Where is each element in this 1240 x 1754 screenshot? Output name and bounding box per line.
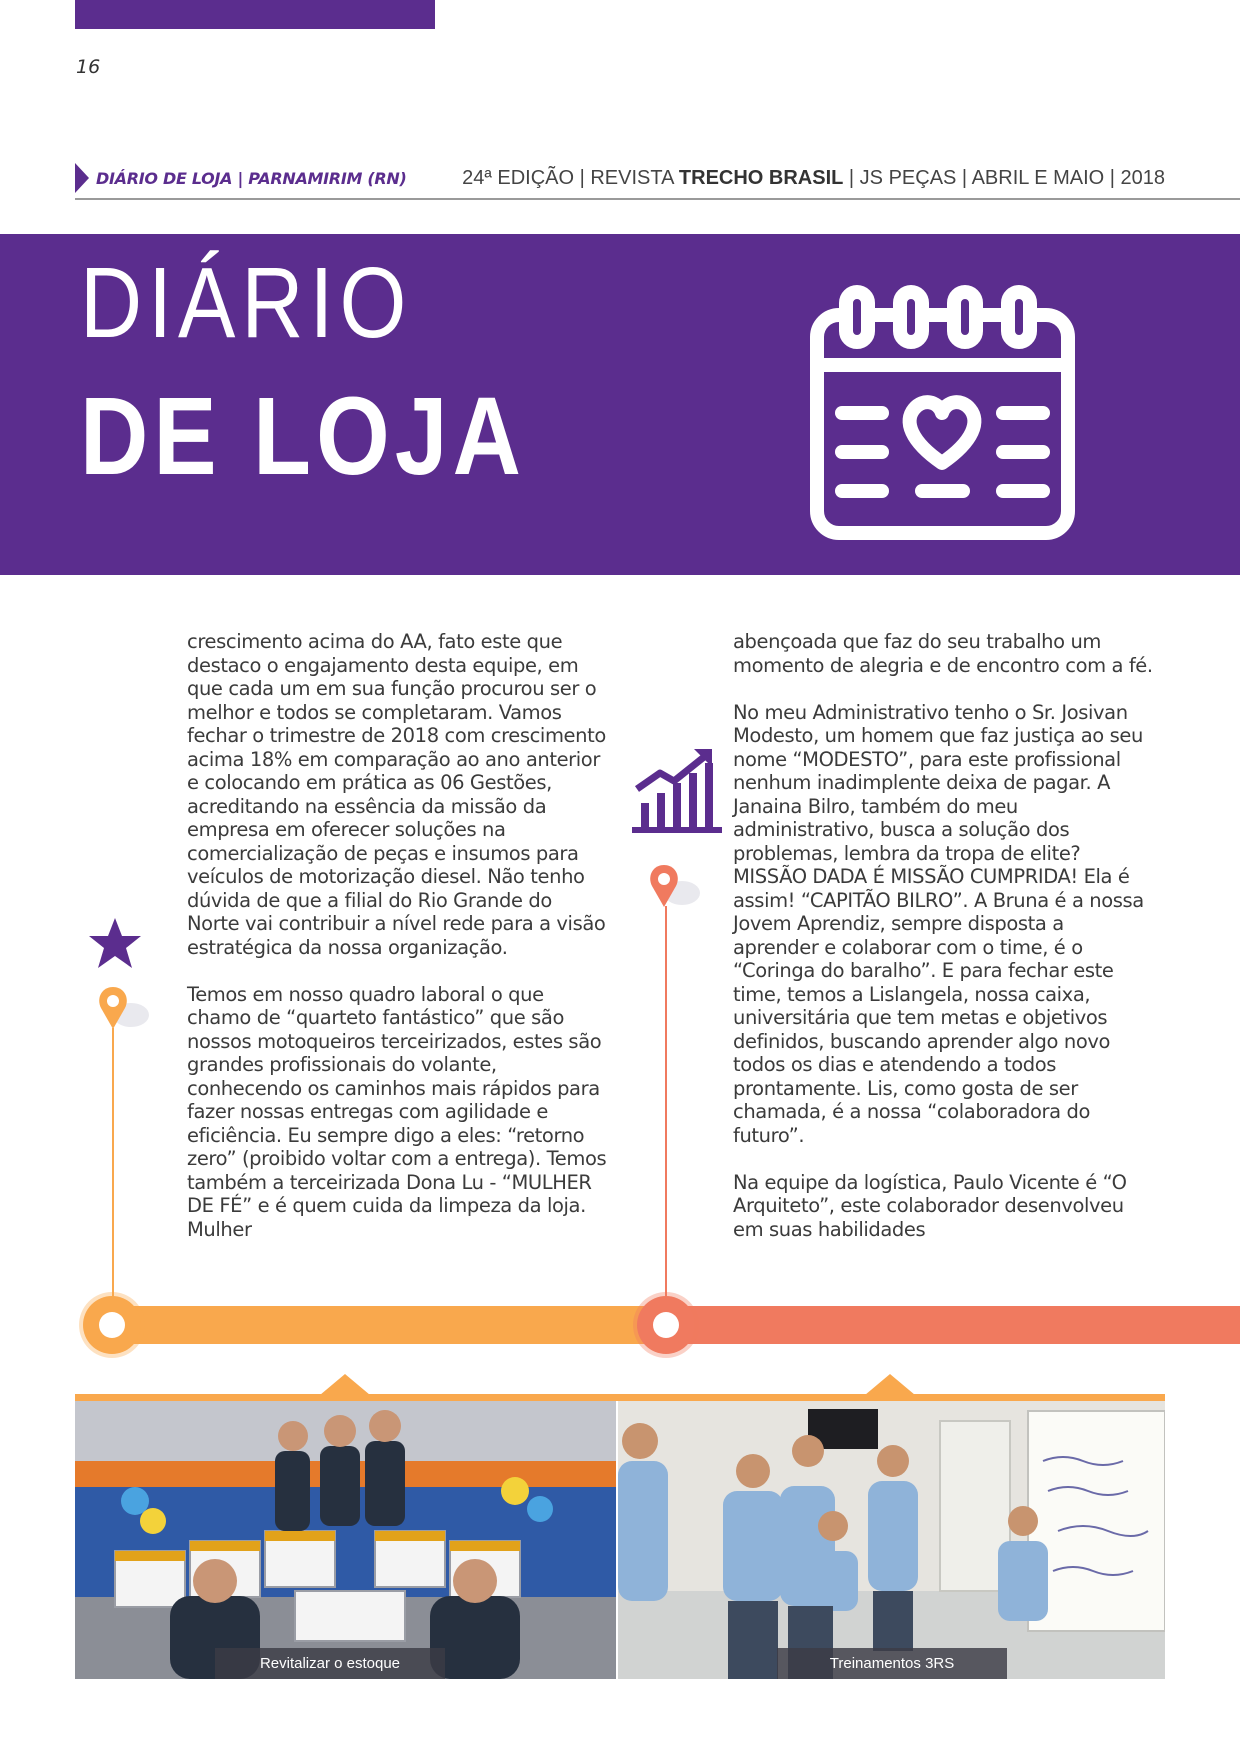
star-icon — [88, 917, 142, 969]
timeline-bar-orange — [112, 1306, 667, 1344]
photo-strip-border — [75, 1394, 1165, 1401]
growth-chart-icon — [632, 745, 722, 835]
timeline-node — [83, 1296, 141, 1354]
article-paragraph: Na equipe da logística, Paulo Vicente é “O Arquiteto”, este colaborador desenvolveu em suas habilidades — [733, 1170, 1127, 1241]
photo-pointer — [320, 1374, 370, 1395]
banner-title-line1: DIÁRIO — [80, 247, 413, 359]
edition-prefix: 24ª EDIÇÃO | REVISTA — [462, 167, 679, 189]
article-paragraph: abençoada que faz do seu trabalho um momento de alegria e de encontro com a fé. — [733, 630, 1153, 677]
calendar-heart-icon — [810, 285, 1075, 540]
timeline-connector — [112, 1028, 114, 1300]
photo-caption: Treinamentos 3RS — [777, 1648, 1007, 1679]
edition-brand: TRECHO BRASIL — [678, 167, 844, 189]
training-photo — [618, 1401, 1165, 1679]
article-paragraph: Temos em nosso quadro laboral o que chamo de “quarteto fantástico” que são nossos motoqueiros terceirizados, estes são grandes profissionais do volante, conhecendo os caminhos mais rápidos para fazer nossas entregas com agilidade e eficiência. Eu sempre digo a eles: “retorno zero” (proibido voltar com a entrega). Temos também a terceirizada Dona Lu - “MULHER DE FÉ” e é quem cuida da limpeza da loja. Mulher — [187, 982, 607, 1241]
article-left-column — [187, 630, 607, 1241]
section-label: DIÁRIO DE LOJA | PARNAMIRIM (RN) — [96, 169, 407, 188]
article-paragraph: No meu Administrativo tenho o Sr. Josivan Modesto, um homem que faz justiça ao seu nome “MODESTO”, para este profissional nenhum inadimplente deixa de pagar. A Janaina Bilro, também do meu administrativo, busca a solução dos problemas, lembra da tropa de elite? MISSÃO DADA É MISSÃO CUMPRIDA! Ela é assim! “CAPITÃO BILRO”. A Bruna é a nossa Jovem Aprendiz, sempre disposta a aprender e colaborar com o time, é o “Coringa do baralho”. E para fechar este time, temos a Lislangela, nossa caixa, universitária que tem metas e objetivos definidos, buscando aprender algo novo todos os dias e atendendo a todos prontamente. Lis, como gosta de ser chamada, é a nossa “colaboradora do futuro”. — [733, 700, 1144, 1147]
timeline-node — [637, 1296, 695, 1354]
section-arrow-icon — [75, 163, 89, 193]
timeline-connector — [665, 906, 667, 1300]
page-number: 16 — [76, 56, 101, 78]
timeline-bar-coral — [667, 1306, 1240, 1344]
edition-suffix: | JS PEÇAS | ABRIL E MAIO | 2018 — [843, 167, 1165, 189]
warehouse-photo — [75, 1401, 616, 1679]
map-pin-icon — [648, 863, 708, 925]
banner-title-line2: DE LOJA — [80, 375, 527, 498]
photo-caption: Revitalizar o estoque — [215, 1648, 445, 1679]
map-pin-icon — [97, 985, 157, 1047]
top-accent-bar — [75, 0, 435, 29]
article-paragraph: crescimento acima do AA, fato este que destaco o engajamento desta equipe, em que cada um em sua função procurou ser o melhor e todos se completaram. Vamos fechar o trimestre de 2018 com crescimento acima 18% em comparação ao ano anterior e colocando em prática as 06 Gestões, acreditando na essência da missão da empresa em oferecer soluções na comercialização de peças e insumos para veículos de motorização diesel. Não tenho dúvida de que a filial do Rio Grande do Norte vai contribuir a nível rede para a visão estratégica da nossa organização. — [187, 630, 606, 959]
article-right-column — [733, 630, 1153, 1241]
header-divider — [75, 198, 1240, 200]
photo-pointer — [865, 1374, 915, 1395]
edition-info — [462, 167, 1165, 190]
